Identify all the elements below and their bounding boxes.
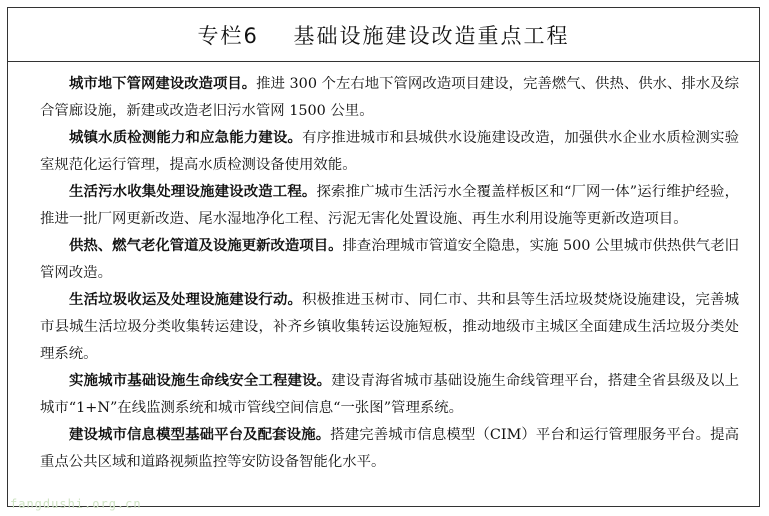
- paragraph-heading: 建设城市信息模型基础平台及配套设施。: [69, 427, 331, 443]
- paragraph-text: 有序推进城市和县城供水设施建设改造，加强供水企业水质检测实验室规范化运行管理，提高水质检测设备使用效能。: [40, 130, 739, 173]
- paragraph-heating-gas: [40, 233, 739, 287]
- watermark: fangdushi.org.cn: [10, 497, 142, 511]
- paragraph-heading: 供热、燃气老化管道及设施更新改造项目。: [69, 238, 343, 254]
- paragraph-text: 积极推进玉树市、同仁市、共和县等生活垃圾焚烧设施建设，完善城市县城生活垃圾分类收集转运建设，补齐乡镇收集转运设施短板，推动地级市主城区全面建成生活垃圾分类处理系统。: [40, 292, 739, 362]
- paragraph-water-quality: [40, 125, 739, 179]
- column-box: [7, 7, 760, 507]
- column-title: 专栏6 基础设施建设改造重点工程: [197, 23, 570, 48]
- content-body: [40, 71, 739, 476]
- paragraph-text: 排查治理城市管道安全隐患，实施 500 公里城市供热供气老旧管网改造。: [40, 238, 739, 281]
- paragraph-pipe-network: [40, 71, 739, 125]
- paragraph-heading: 生活污水收集处理设施建设改造工程。: [69, 184, 317, 200]
- paragraph-heading: 城市地下管网建设改造项目。: [69, 76, 257, 92]
- paragraph-cim: [40, 422, 739, 476]
- paragraph-text: 搭建完善城市信息模型（CIM）平台和运行管理服务平台。提高重点公共区域和道路视频监控等安防设备智能化水平。: [40, 427, 739, 470]
- paragraph-waste: [40, 287, 739, 368]
- paragraph-text: 建设青海省城市基础设施生命线管理平台，搭建全省县级及以上城市“1+N”在线监测系统和城市管线空间信息“一张图”管理系统。: [40, 373, 739, 416]
- paragraph-heading: 生活垃圾收运及处理设施建设行动。: [69, 292, 303, 308]
- paragraph-text: 探索推广城市生活污水全覆盖样板区和“厂网一体”运行维护经验，推进一批厂网更新改造、尾水湿地净化工程、污泥无害化处置设施、再生水利用设施等更新改造项目。: [40, 184, 739, 227]
- paragraph-text: 推进 300 个左右地下管网改造项目建设，完善燃气、供热、供水、排水及综合管廊设施，新建或改造老旧污水管网 1500 公里。: [40, 76, 739, 119]
- title-bar: [8, 8, 759, 62]
- paragraph-lifeline: [40, 368, 739, 422]
- paragraph-heading: 城镇水质检测能力和应急能力建设。: [69, 130, 303, 146]
- paragraph-heading: 实施城市基础设施生命线安全工程建设。: [69, 373, 332, 389]
- paragraph-sewage: [40, 179, 739, 233]
